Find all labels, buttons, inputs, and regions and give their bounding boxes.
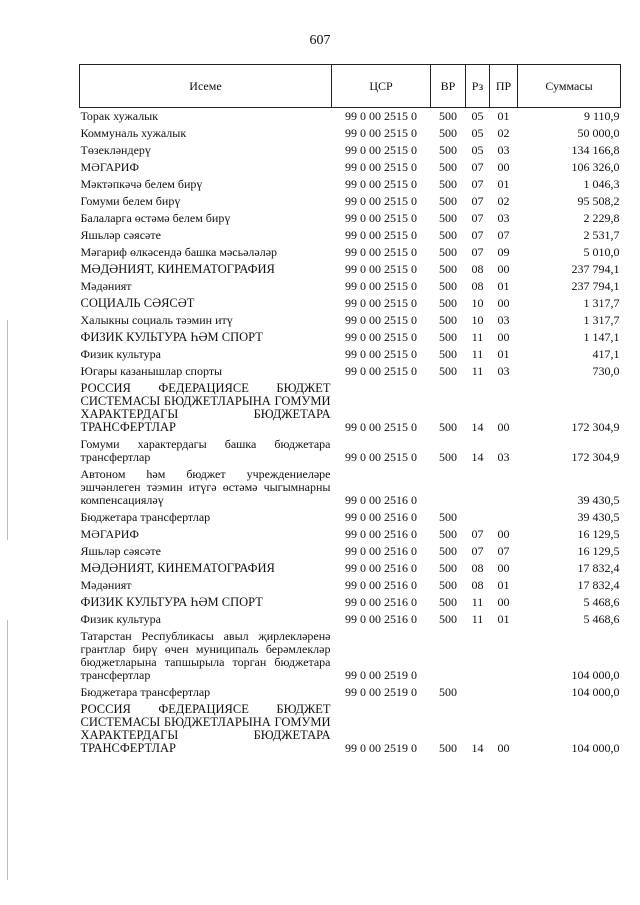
cell-name: Физик культура	[80, 612, 161, 626]
cell-pr: 03	[497, 143, 510, 157]
cell-sum: 106 326,0	[571, 160, 620, 174]
cell-rz: 08	[471, 578, 484, 592]
cell-pr: 00	[497, 741, 510, 755]
cell-name: Мәдәният	[80, 578, 132, 592]
cell-vr: 500	[439, 279, 457, 293]
cell-vr: 500	[439, 685, 457, 699]
cell-rz: 07	[471, 160, 484, 174]
cell-sum: 9 110,9	[583, 109, 620, 123]
cell-rz: 05	[471, 109, 484, 123]
cell-vr: 500	[439, 561, 457, 575]
cell-name: МӘДӘНИЯТ, КИНЕМАТОГРАФИЯ	[80, 561, 275, 575]
table-row	[80, 436, 621, 466]
cell-vr: 500	[439, 177, 457, 191]
cell-pr: 02	[497, 126, 510, 140]
cell-vr: 500	[439, 296, 457, 310]
cell-pr: 00	[497, 160, 510, 174]
cell-name: РОССИЯ ФЕДЕРАЦИЯСЕ БЮДЖЕТ СИСТЕМАСЫ БЮДЖЕТЛАРЫНА ГОМУМИ ХАРАКТЕРДАГЫ БЮДЖЕТАРА ТРАНСФЕРТЛАР	[80, 702, 331, 755]
cell-name: МӘГАРИФ	[80, 160, 139, 174]
table-row	[80, 159, 621, 176]
cell-name: Коммуналь хужалык	[80, 126, 187, 140]
cell-pr: 09	[497, 245, 510, 259]
cell-csr: 99 0 00 2515 0	[345, 279, 417, 293]
table-row	[80, 261, 621, 278]
cell-sum: 417,1	[592, 347, 620, 361]
table-row	[80, 278, 621, 295]
cell-name: Югары казанышлар спорты	[80, 364, 223, 378]
cell-rz: 05	[471, 126, 484, 140]
table-row	[80, 560, 621, 577]
cell-sum: 1 046,3	[583, 177, 620, 191]
cell-pr	[490, 684, 518, 701]
table-row	[80, 346, 621, 363]
cell-name: Төзекләндерү	[80, 143, 151, 157]
cell-pr: 00	[497, 296, 510, 310]
cell-name: Гомуми характердагы башка бюджетара трансфертлар	[80, 437, 331, 464]
cell-sum: 172 304,9	[571, 420, 620, 434]
cell-vr: 500	[439, 510, 457, 524]
cell-csr: 99 0 00 2516 0	[345, 510, 417, 524]
cell-vr: 500	[439, 330, 457, 344]
cell-csr: 99 0 00 2516 0	[345, 493, 417, 507]
cell-pr: 00	[497, 330, 510, 344]
table-row	[80, 363, 621, 380]
cell-name: ФИЗИК КУЛЬТУРА ҺӘМ СПОРТ	[80, 595, 263, 609]
cell-vr: 500	[439, 347, 457, 361]
header-csr: ЦСР	[332, 65, 431, 108]
cell-vr: 500	[439, 364, 457, 378]
cell-csr: 99 0 00 2515 0	[345, 420, 417, 434]
cell-pr: 00	[497, 561, 510, 575]
cell-pr: 00	[497, 595, 510, 609]
table-row	[80, 509, 621, 526]
cell-sum: 16 129,5	[577, 527, 620, 541]
cell-sum: 2 229,8	[583, 211, 620, 225]
table-row	[80, 142, 621, 159]
cell-vr: 500	[439, 109, 457, 123]
margin-line	[7, 620, 8, 880]
cell-name: Торак хужалык	[80, 109, 159, 123]
budget-table-container	[79, 64, 620, 757]
cell-csr: 99 0 00 2516 0	[345, 612, 417, 626]
cell-rz: 11	[471, 364, 484, 378]
cell-csr: 99 0 00 2515 0	[345, 313, 417, 327]
cell-name: Халыкны социаль тәэмин итү	[80, 313, 233, 327]
cell-vr: 500	[439, 160, 457, 174]
cell-sum: 39 430,5	[577, 493, 620, 507]
cell-rz	[466, 466, 490, 509]
cell-vr: 500	[439, 450, 457, 464]
cell-vr: 500	[439, 313, 457, 327]
cell-sum: 1 317,7	[583, 313, 620, 327]
header-sum: Суммасы	[518, 65, 621, 108]
cell-rz: 10	[471, 313, 484, 327]
cell-rz: 14	[471, 420, 484, 434]
table-row	[80, 543, 621, 560]
table-row	[80, 701, 621, 757]
cell-pr: 00	[497, 420, 510, 434]
cell-rz: 07	[471, 245, 484, 259]
table-row	[80, 577, 621, 594]
cell-name: МӘДӘНИЯТ, КИНЕМАТОГРАФИЯ	[80, 262, 275, 276]
cell-name: Гомуми белем бирү	[80, 194, 181, 208]
cell-sum: 104 000,0	[571, 741, 620, 755]
table-row	[80, 176, 621, 193]
cell-rz: 08	[471, 262, 484, 276]
cell-csr: 99 0 00 2515 0	[345, 177, 417, 191]
cell-rz: 05	[471, 143, 484, 157]
cell-csr: 99 0 00 2515 0	[345, 296, 417, 310]
cell-pr: 03	[497, 364, 510, 378]
cell-csr: 99 0 00 2515 0	[345, 109, 417, 123]
cell-pr	[490, 509, 518, 526]
cell-name: Мәктәпкәчә белем бирү	[80, 177, 203, 191]
cell-rz: 08	[471, 279, 484, 293]
cell-csr: 99 0 00 2515 0	[345, 330, 417, 344]
header-rz: Рз	[466, 65, 490, 108]
cell-csr: 99 0 00 2515 0	[345, 143, 417, 157]
cell-rz: 07	[471, 177, 484, 191]
cell-sum: 237 794,1	[571, 262, 620, 276]
cell-rz: 07	[471, 194, 484, 208]
cell-rz: 07	[471, 211, 484, 225]
cell-name: МӘГАРИФ	[80, 527, 139, 541]
cell-vr	[431, 466, 466, 509]
cell-sum: 5 468,6	[583, 612, 620, 626]
table-row	[80, 329, 621, 346]
cell-csr: 99 0 00 2516 0	[345, 544, 417, 558]
cell-pr: 01	[497, 109, 510, 123]
cell-csr: 99 0 00 2515 0	[345, 262, 417, 276]
table-body	[80, 108, 621, 758]
cell-csr: 99 0 00 2515 0	[345, 194, 417, 208]
cell-csr: 99 0 00 2515 0	[345, 228, 417, 242]
cell-name: ФИЗИК КУЛЬТУРА ҺӘМ СПОРТ	[80, 330, 263, 344]
cell-rz: 14	[471, 450, 484, 464]
cell-rz: 07	[471, 527, 484, 541]
cell-sum: 1 317,7	[583, 296, 620, 310]
cell-csr: 99 0 00 2515 0	[345, 347, 417, 361]
cell-name: СОЦИАЛЬ СӘЯСӘТ	[80, 296, 195, 310]
table-row	[80, 611, 621, 628]
cell-pr	[490, 628, 518, 684]
cell-pr: 07	[497, 228, 510, 242]
cell-name: Физик культура	[80, 347, 161, 361]
cell-pr: 01	[497, 279, 510, 293]
cell-pr: 00	[497, 527, 510, 541]
cell-csr: 99 0 00 2519 0	[345, 741, 417, 755]
cell-sum: 17 832,4	[577, 561, 620, 575]
cell-name: Яшьләр сәясәте	[80, 228, 161, 242]
cell-csr: 99 0 00 2515 0	[345, 126, 417, 140]
cell-vr: 500	[439, 194, 457, 208]
cell-csr: 99 0 00 2515 0	[345, 450, 417, 464]
header-name: Исеме	[80, 65, 332, 108]
cell-vr: 500	[439, 245, 457, 259]
cell-rz: 10	[471, 296, 484, 310]
table-row	[80, 628, 621, 684]
cell-name: Мәдәният	[80, 279, 132, 293]
table-row	[80, 684, 621, 701]
cell-pr: 03	[497, 211, 510, 225]
cell-vr: 500	[439, 262, 457, 276]
table-row	[80, 526, 621, 543]
cell-csr: 99 0 00 2516 0	[345, 527, 417, 541]
cell-vr: 500	[439, 143, 457, 157]
cell-sum: 1 147,1	[583, 330, 620, 344]
table-row	[80, 193, 621, 210]
cell-pr: 01	[497, 578, 510, 592]
cell-csr: 99 0 00 2515 0	[345, 160, 417, 174]
table-header-row	[80, 65, 621, 108]
cell-pr: 00	[497, 262, 510, 276]
cell-csr: 99 0 00 2515 0	[345, 211, 417, 225]
cell-rz	[466, 509, 490, 526]
cell-csr: 99 0 00 2516 0	[345, 595, 417, 609]
header-pr: ПР	[490, 65, 518, 108]
table-row	[80, 380, 621, 436]
cell-pr: 01	[497, 612, 510, 626]
cell-vr: 500	[439, 228, 457, 242]
cell-csr: 99 0 00 2516 0	[345, 561, 417, 575]
table-row	[80, 125, 621, 142]
table-row	[80, 466, 621, 509]
cell-csr: 99 0 00 2519 0	[345, 668, 417, 682]
cell-name: Бюджетара трансфертлар	[80, 685, 211, 699]
cell-name: Балаларга өстәмә белем бирү	[80, 211, 231, 225]
cell-sum: 134 166,8	[571, 143, 620, 157]
cell-vr: 500	[439, 420, 457, 434]
table-row	[80, 594, 621, 611]
cell-name: Татарстан Республикасы авыл җирлекләренә грантлар бирү өчен муниципаль берәмлекләр бюджетларына тапшырыла торган бюджетара трансфертлар	[80, 629, 331, 682]
cell-rz	[466, 628, 490, 684]
cell-rz: 07	[471, 228, 484, 242]
cell-rz: 07	[471, 544, 484, 558]
cell-vr: 500	[439, 527, 457, 541]
page-number: 607	[309, 33, 331, 48]
cell-csr: 99 0 00 2515 0	[345, 245, 417, 259]
cell-pr: 03	[497, 450, 510, 464]
table-row	[80, 295, 621, 312]
cell-pr: 07	[497, 544, 510, 558]
cell-rz: 11	[471, 330, 484, 344]
cell-pr: 01	[497, 177, 510, 191]
cell-sum: 237 794,1	[571, 279, 620, 293]
margin-line	[7, 320, 8, 540]
cell-sum: 16 129,5	[577, 544, 620, 558]
cell-pr: 01	[497, 347, 510, 361]
cell-rz: 11	[471, 612, 484, 626]
cell-rz: 11	[471, 347, 484, 361]
cell-csr: 99 0 00 2519 0	[345, 685, 417, 699]
cell-vr: 500	[439, 741, 457, 755]
cell-rz: 08	[471, 561, 484, 575]
header-vr: ВР	[431, 65, 466, 108]
cell-rz: 11	[471, 595, 484, 609]
cell-vr: 500	[439, 126, 457, 140]
cell-sum: 5 010,0	[583, 245, 620, 259]
cell-csr: 99 0 00 2515 0	[345, 364, 417, 378]
cell-rz: 14	[471, 741, 484, 755]
cell-sum: 17 832,4	[577, 578, 620, 592]
budget-table	[79, 64, 621, 757]
cell-name: РОССИЯ ФЕДЕРАЦИЯСЕ БЮДЖЕТ СИСТЕМАСЫ БЮДЖЕТЛАРЫНА ГОМУМИ ХАРАКТЕРДАГЫ БЮДЖЕТАРА ТРАНСФЕРТЛАР	[80, 381, 331, 434]
cell-sum: 104 000,0	[571, 685, 620, 699]
table-row	[80, 227, 621, 244]
cell-csr: 99 0 00 2516 0	[345, 578, 417, 592]
table-row	[80, 244, 621, 261]
cell-sum: 50 000,0	[577, 126, 620, 140]
cell-sum: 39 430,5	[577, 510, 620, 524]
cell-vr: 500	[439, 544, 457, 558]
cell-pr	[490, 466, 518, 509]
cell-rz	[466, 684, 490, 701]
cell-sum: 104 000,0	[571, 668, 620, 682]
cell-sum: 95 508,2	[577, 194, 620, 208]
cell-sum: 730,0	[592, 364, 620, 378]
cell-pr: 03	[497, 313, 510, 327]
cell-sum: 172 304,9	[571, 450, 620, 464]
table-row	[80, 312, 621, 329]
table-row	[80, 108, 621, 126]
cell-vr: 500	[439, 595, 457, 609]
cell-name: Автоном һәм бюджет учреждениеләре эшчәнлеген тәэмин итүгә өстәмә чыгымнарны компенсацияләү	[80, 467, 331, 507]
cell-vr: 500	[439, 612, 457, 626]
cell-sum: 2 531,7	[583, 228, 620, 242]
cell-vr	[431, 628, 466, 684]
cell-sum: 5 468,6	[583, 595, 620, 609]
cell-name: Бюджетара трансфертлар	[80, 510, 211, 524]
cell-vr: 500	[439, 211, 457, 225]
cell-vr: 500	[439, 578, 457, 592]
cell-pr: 02	[497, 194, 510, 208]
table-row	[80, 210, 621, 227]
cell-name: Мәгариф өлкәсендә башка мәсьәләләр	[80, 245, 278, 259]
cell-name: Яшьләр сәясәте	[80, 544, 161, 558]
